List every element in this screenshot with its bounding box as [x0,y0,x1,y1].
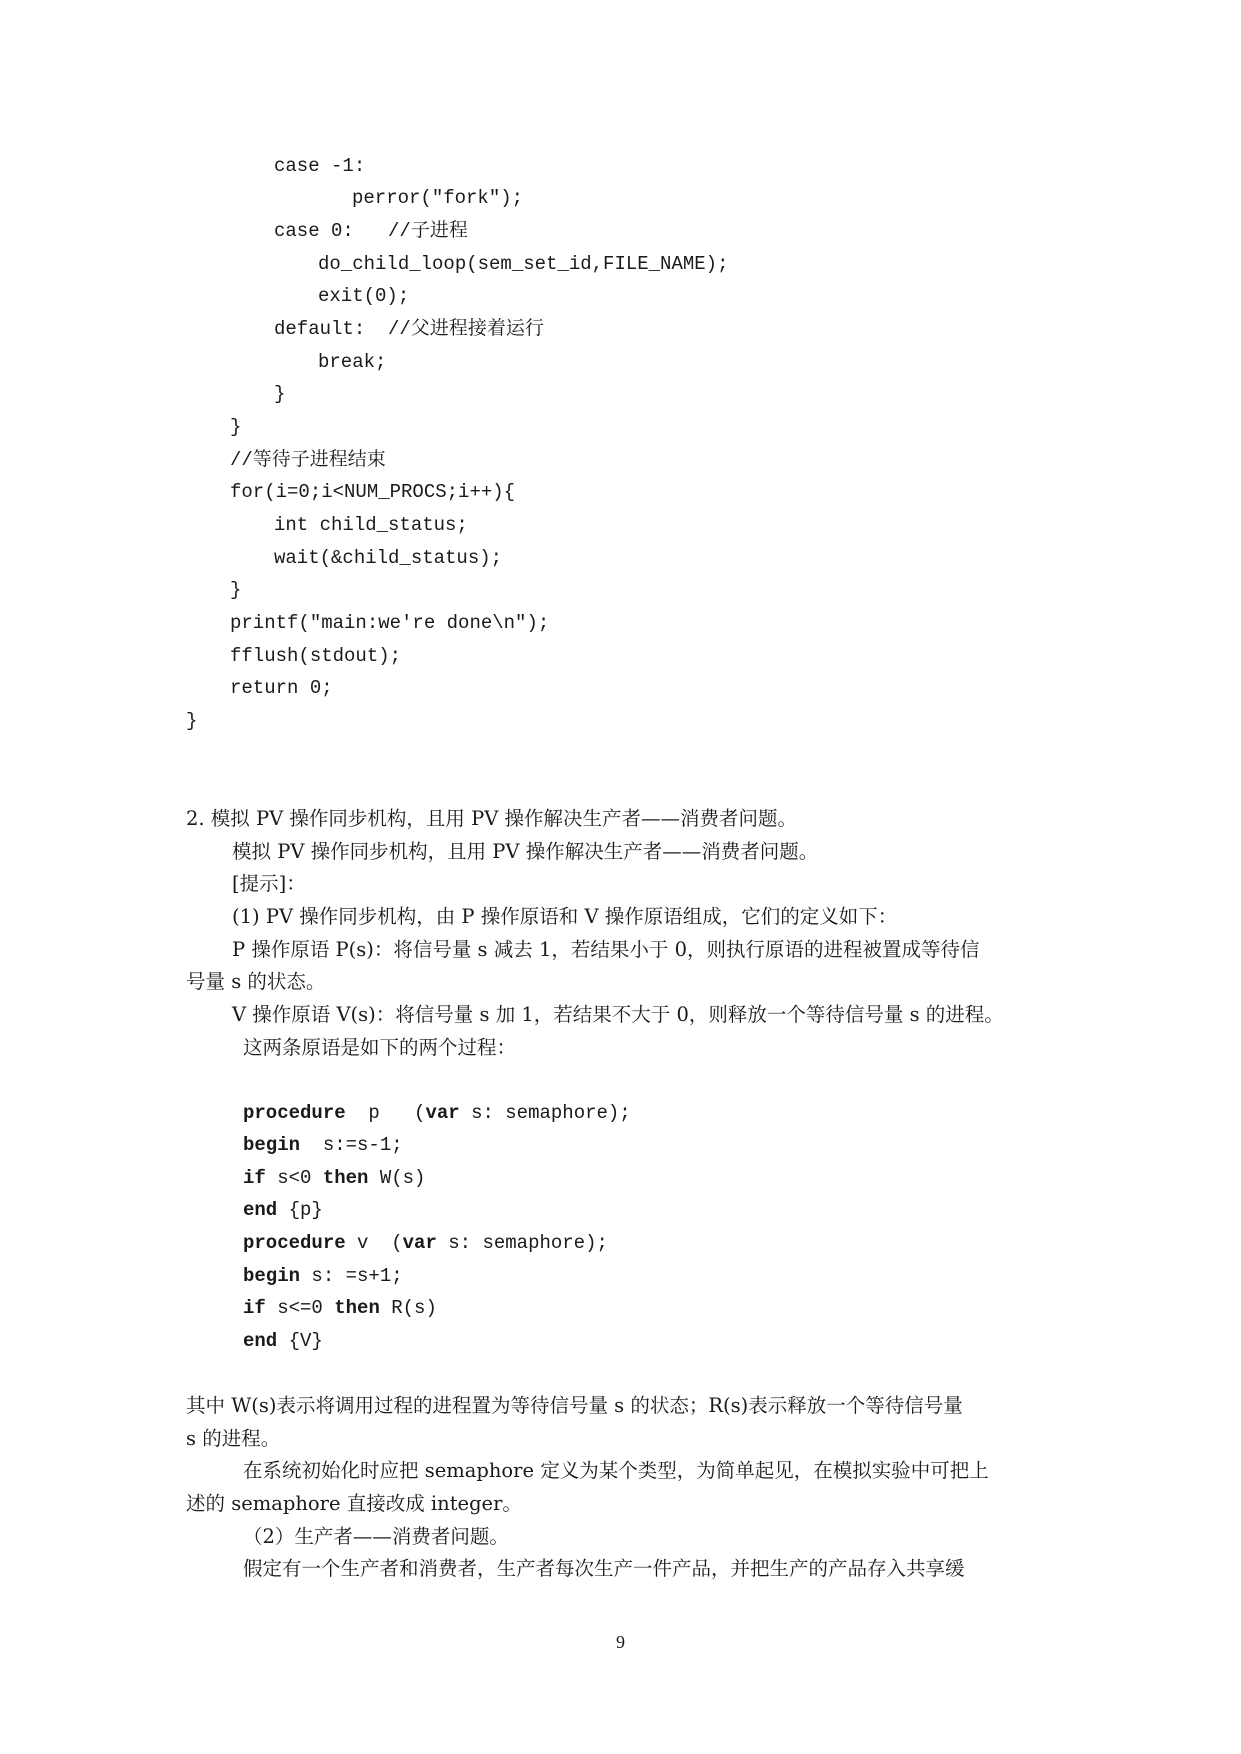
code-text: s:=s-1; [300,1134,403,1156]
paragraph: （2）生产者——消费者问题。 [243,1525,509,1548]
code-text: s<0 [265,1167,323,1189]
code-line: //等待子进程结束 [230,449,386,471]
hint-label: [提示]： [232,872,306,895]
paragraph: s 的进程。 [186,1427,281,1450]
code-line: } [274,383,286,405]
paragraph: 模拟 PV 操作同步机构，且用 PV 操作解决生产者——消费者问题。 [232,840,819,863]
section-heading: 2. 模拟 PV 操作同步机构，且用 PV 操作解决生产者——消费者问题。 [186,807,798,830]
code-line: do_child_loop(sem_set_id,FILE_NAME); [318,253,729,275]
code-text: p ( [345,1102,426,1124]
paragraph: 其中 W(s)表示将调用过程的进程置为等待信号量 s 的状态；R(s)表示释放一个等待信号量 [186,1394,963,1417]
keyword: begin [243,1265,301,1287]
code-text: s: semaphore); [459,1102,631,1124]
paragraph: V 操作原语 V(s)：将信号量 s 加 1，若结果不大于 0，则释放一个等待信号量 s 的进程。 [232,1003,1004,1026]
code-line: } [230,579,242,601]
code-line [243,1262,403,1290]
code-line: return 0; [230,677,333,699]
keyword: then [334,1297,380,1319]
keyword: if [243,1297,266,1319]
keyword: end [243,1330,278,1352]
code-line [243,1131,403,1159]
paragraph: P 操作原语 P(s)：将信号量 s 减去 1，若结果小于 0，则执行原语的进程被置成等待信 [232,938,980,961]
code-line: perror("fork"); [352,187,524,209]
code-line: default: //父进程接着运行 [274,318,544,340]
code-line: } [186,710,198,732]
code-text: s: =s+1; [300,1265,403,1287]
keyword: var [425,1102,460,1124]
code-line: exit(0); [318,285,410,307]
keyword: procedure [243,1232,346,1254]
code-line: printf("main:we're done\n"); [230,612,550,634]
keyword: begin [243,1134,301,1156]
paragraph: 号量 s 的状态。 [186,970,326,993]
code-text: s: semaphore); [436,1232,608,1254]
code-line: case 0: //子进程 [274,220,468,242]
code-text: s<=0 [265,1297,335,1319]
paragraph: 述的 semaphore 直接改成 integer。 [186,1492,522,1515]
paragraph: (1) PV 操作同步机构，由 P 操作原语和 V 操作原语组成，它们的定义如下： [232,905,898,928]
code-line: break; [318,351,387,373]
paragraph: 在系统初始化时应把 semaphore 定义为某个类型，为简单起见，在模拟实验中可把上 [243,1459,989,1482]
code-line: int child_status; [274,514,468,536]
code-text: W(s) [368,1167,426,1189]
code-line: for(i=0;i<NUM_PROCS;i++){ [230,481,516,503]
keyword: var [402,1232,437,1254]
code-line: case -1: [274,155,366,177]
code-line: fflush(stdout); [230,645,402,667]
code-text: v ( [345,1232,403,1254]
code-line: } [230,416,242,438]
code-line: wait(&child_status); [274,547,503,569]
paragraph: 假定有一个生产者和消费者，生产者每次生产一件产品，并把生产的产品存入共享缓 [243,1557,965,1580]
keyword: if [243,1167,266,1189]
code-line [243,1164,425,1192]
keyword: end [243,1199,278,1221]
keyword: procedure [243,1102,346,1124]
page-number: 9 [616,1632,625,1652]
keyword: then [322,1167,369,1189]
code-line [243,1229,608,1257]
paragraph: 这两条原语是如下的两个过程： [243,1036,517,1059]
code-line [243,1196,323,1224]
code-line [243,1099,631,1127]
code-text: R(s) [379,1297,437,1319]
code-line [243,1294,437,1322]
code-text: {V} [277,1330,323,1352]
code-text: {p} [277,1199,323,1221]
code-line [243,1327,323,1355]
